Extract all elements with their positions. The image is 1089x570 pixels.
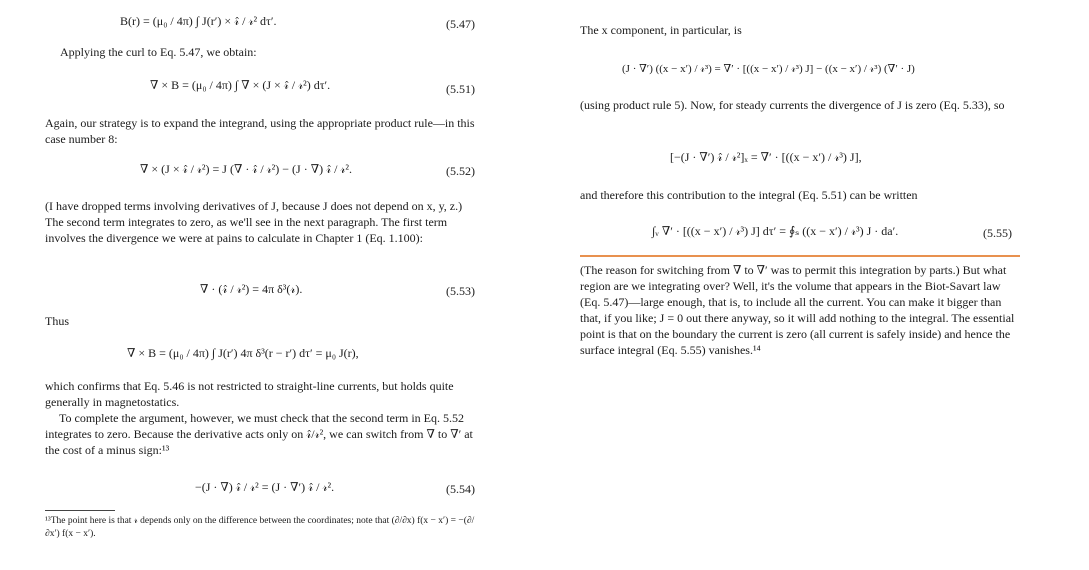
footnote-separator [45, 510, 115, 511]
highlight-rule [580, 255, 1020, 257]
equation-number-5-54: (5.54) [446, 482, 475, 496]
equation-number-5-55: (5.55) [983, 226, 1012, 240]
paragraph-dropped-terms: (I have dropped terms involving derivatives of J, because J does not depend on x, y, z.) The second term integrates to zero, as we'll see in the next paragraph. The first term involves the divergence we were at pains to calculate in Chapter 1 (Eq. 1.100): [45, 199, 463, 245]
paragraph-applying-curl: Applying the curl to Eq. 5.47, we obtain: [60, 45, 257, 59]
equation-5-54: −(J · ∇) 𝓇̂ / 𝓇² = (J · ∇′) 𝓇̂ / 𝓇². [195, 480, 335, 494]
paragraph-strategy: Again, our strategy is to expand the integrand, using the appropriate product rule—in this case number 8: [45, 116, 475, 146]
equation-number-5-51: (5.51) [446, 82, 475, 96]
equation-number-5-52: (5.52) [446, 164, 475, 178]
equation-number-5-53: (5.53) [446, 284, 475, 298]
paragraph-confirms: which confirms that Eq. 5.46 is not restricted to straight-line currents, but holds quite generally in magnetostatics. [45, 379, 454, 409]
equation-curl-b: ∇ × B = (μ₀ / 4π) ∫ J(r′) 4π δ³(r − r′) dτ′ = μ₀ J(r), [127, 346, 359, 360]
paragraph-complete-argument: To complete the argument, however, we must check that the second term in Eq. 5.52 integrates to zero. Because the derivative acts only on 𝓇̂/𝓇², we can switch from ∇ to ∇′ at the cost of a minus sign:¹³ [45, 411, 473, 457]
paragraph-x-component: The x component, in particular, is [580, 23, 742, 37]
paragraph-integration-by-parts: (The reason for switching from ∇ to ∇′ was to permit this integration by parts.) But what region are we integrating over? Well, it's the volume that appears in the Biot-Savart law (Eq. 5.47)—large enough, that is, to include all the current. You can make it bigger than that, if you like; J = 0 out there anyway, so it will add nothing to the integral. The essential point is that on the boundary the current is zero (all current is safely inside) and hence the surface integral (Eq. 5.55) vanishes.¹⁴ [580, 263, 1015, 357]
paragraph-product-rule: (using product rule 5). Now, for steady currents the divergence of J is zero (Eq. 5.33), so [580, 98, 1005, 112]
equation-x-component: (J · ∇′) ((x − x′) / 𝓇³) = ∇′ · [((x − x′) / 𝓇³) J] − ((x − x′) / 𝓇³) (∇′ · J) [622, 63, 915, 75]
paragraph-contribution: and therefore this contribution to the integral (Eq. 5.51) can be written [580, 188, 918, 202]
equation-5-52: ∇ × (J × 𝓇̂ / 𝓇²) = J (∇ · 𝓇̂ / 𝓇²) − (J · ∇) 𝓇̂ / 𝓇². [140, 162, 353, 176]
paragraph-thus: Thus [45, 314, 69, 328]
equation-5-51: ∇ × B = (μ₀ / 4π) ∫ ∇ × (J × 𝓇̂ / 𝓇²) dτ′. [150, 78, 331, 92]
equation-number-5-47: (5.47) [446, 17, 475, 31]
equation-x-zero: [−(J · ∇′) 𝓇̂ / 𝓇²]ₓ = ∇′ · [((x − x′) / 𝓇³) J], [670, 150, 862, 164]
equation-5-47: B(r) = (μ₀ / 4π) ∫ J(r′) × 𝓇̂ / 𝓇² dτ′. [120, 14, 277, 28]
equation-5-53: ∇ · (𝓇̂ / 𝓇²) = 4π δ³(𝓇). [200, 282, 303, 296]
footnote-13: ¹³The point here is that 𝓇 depends only on the difference between the coordinates; note that (∂/∂x) f(x − x′) = −(∂/∂x′) f(x − x′). [45, 516, 475, 539]
equation-5-55: ∫ᵥ ∇′ · [((x − x′) / 𝓇³) J] dτ′ = ∮ₛ ((x − x′) / 𝓇³) J · da′. [652, 224, 899, 238]
